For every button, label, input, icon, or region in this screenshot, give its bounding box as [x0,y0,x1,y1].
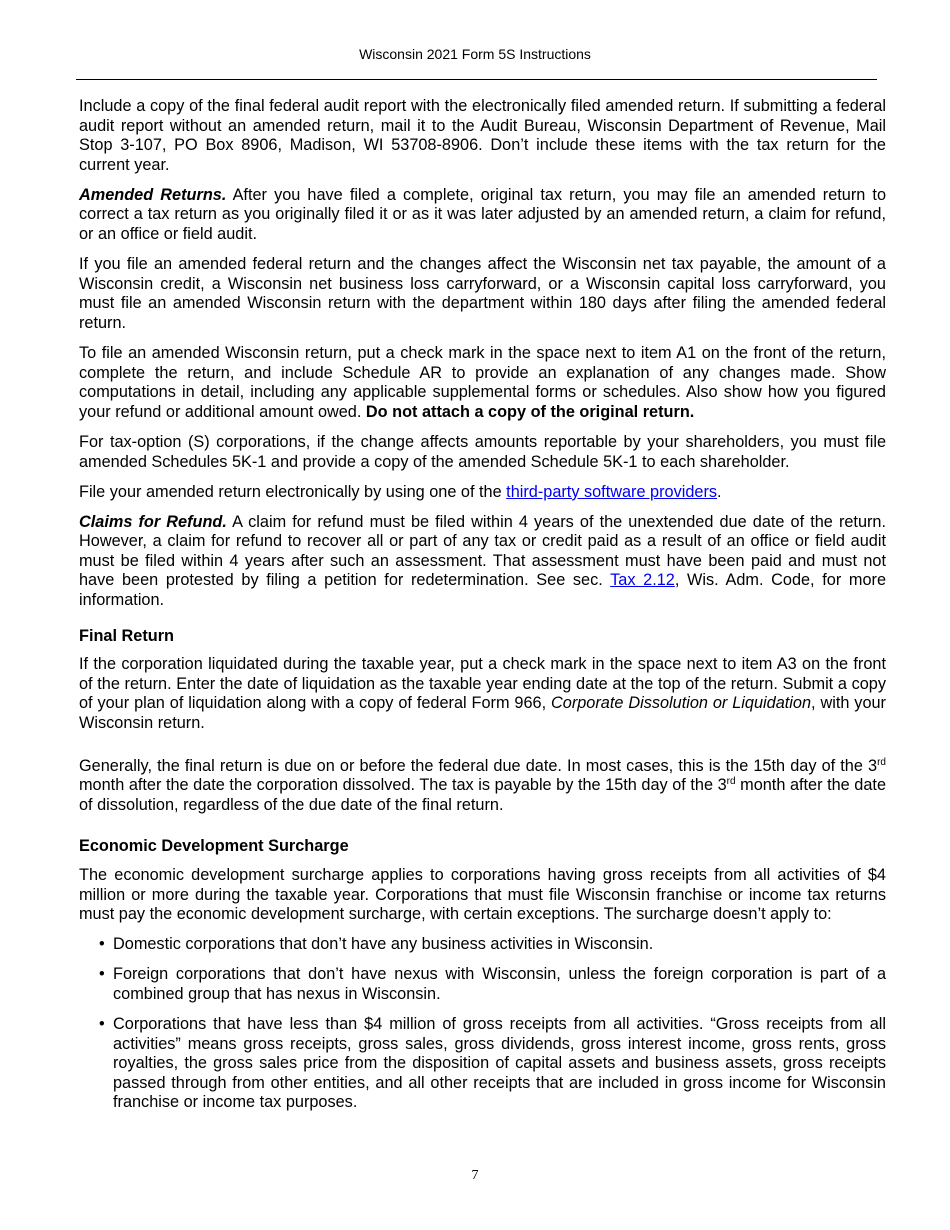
list-item-text: Foreign corporations that don’t have nexus with Wisconsin, unless the foreign corporation is part of a combined group that has nexus in Wisconsin. [113,965,886,1003]
form-966-title: Corporate Dissolution or Liquidation [551,694,812,713]
body-content [79,97,886,1124]
running-header: Wisconsin 2021 Form 5S Instructions [359,46,591,62]
amended-returns-text: After you have filed a complete, original tax return, you may file an amended return to correct a tax return as you originally filed it or as it was later adjusted by an amended return, a claim for refund, or an office or field audit. [79,185,886,244]
final-return-paragraph [79,655,886,733]
amended-federal-paragraph: If you file an amended federal return and the changes affect the Wisconsin net tax payable, the amount of a Wisconsin credit, a Wisconsin net business loss carryforward, or a Wisconsin capital loss carryforward, you must file an amended Wisconsin return with the department within 180 days after filing the amended federal return. [79,255,886,332]
final-return-heading: Final Return [79,626,174,645]
list-item [99,935,886,955]
page-number: 7 [471,1168,479,1183]
final-return-text-end: , with your Wisconsin return. [79,694,886,733]
due-date-text-c: month after the date of dissolution, regardless of the due date of the final return. [79,776,886,814]
software-providers-link[interactable]: third-party software providers [506,482,718,501]
claims-text-end: , Wis. Adm. Code, for more information. [79,571,887,610]
due-date-text-a: Generally, the final return is due on or before the federal due date. In most cases, this is the 15th day of the 3 [79,756,878,775]
header-rule [76,79,877,80]
bullet-icon: • [99,1015,105,1034]
electronic-filing-text: File your amended return electronically by using one of the [79,482,507,501]
ordinal-suffix: rd [877,756,886,768]
audit-paragraph: Include a copy of the final federal audit report with the electronically filed amended return. If submitting a federal audit report without an amended return, mail it to the Audit Bureau, Wisconsin Department of Revenue, Mail Stop 3-107, PO Box 8906, Madison, WI 53708-8906. Don’t include these items with the tax return for the current year. [79,97,886,174]
electronic-filing-end: . [717,482,722,501]
electronic-filing-paragraph [79,483,886,503]
claims-text: A claim for refund must be filed within 4 years of the unextended due date of the return. However, a claim for refund to recover all or part of any tax or credit paid as a result of an office or field audit must be filed within 4 years after such an assessment. That assessment must have been paid and must not have been protested by filing a petition for redetermination. See sec. [79,512,886,590]
due-date-text-b: month after the date the corporation dissolved. The tax is payable by the 15th day of the 3 [79,776,727,795]
tax-code-link[interactable]: Tax 2.12 [610,571,675,590]
amended-returns-paragraph [79,186,886,245]
amended-returns-heading: Amended Returns. [79,185,227,204]
surcharge-paragraph: The economic development surcharge applies to corporations having gross receipts from all activities of $4 million or more during the taxable year. Corporations that must file Wisconsin franchise or income tax returns must pay the economic development surcharge, with certain exceptions. The surcharge doesn’t apply to: [79,866,886,924]
list-item-text: Domestic corporations that don’t have any business activities in Wisconsin. [113,935,654,954]
list-item-text: Corporations that have less than $4 million of gross receipts from all activities. “Gross receipts from all activities” means gross receipts, gross sales, gross dividends, gross interest income, gross rents, gross royalties, the gross sales price from the disposition of capital assets and business assets, gross receipts passed through from other entities, and all other receipts that are included in gross income for Wisconsin franchise or income tax purposes. [113,1015,886,1112]
tax-option-paragraph: For tax-option (S) corporations, if the change affects amounts reportable by your shareholders, you must file amended Schedules 5K-1 and provide a copy of the amended Schedule 5K-1 to each shareholder. [79,432,886,471]
list-item [99,1015,886,1113]
claims-heading: Claims for Refund. [79,512,227,531]
surcharge-exceptions-list [79,935,886,1113]
bullet-icon: • [99,965,105,984]
surcharge-heading: Economic Development Surcharge [79,837,349,856]
do-not-attach-note: Do not attach a copy of the original return. [365,402,695,421]
bullet-icon: • [99,935,105,954]
claims-paragraph [79,513,886,611]
ordinal-suffix: rd [726,776,736,788]
final-return-text: If the corporation liquidated during the taxable year, put a check mark in the space next to item A3 on the front of the return. Enter the date of liquidation as the taxable year ending date at the top of the return. Submit a copy of your plan of liquidation along with a copy of federal Form 966, [79,655,886,713]
final-due-date-paragraph [79,757,886,816]
list-item [99,965,886,1004]
amended-filing-text: To file an amended Wisconsin return, put a check mark in the space next to item A1 on the front of the return, complete the return, and include Schedule AR to provide an explanation of any changes made. Show computations in detail, including any applicable supplemental forms or schedules. Also show how you figured your refund or additional amount owed. [79,344,886,421]
amended-filing-paragraph [79,344,886,422]
